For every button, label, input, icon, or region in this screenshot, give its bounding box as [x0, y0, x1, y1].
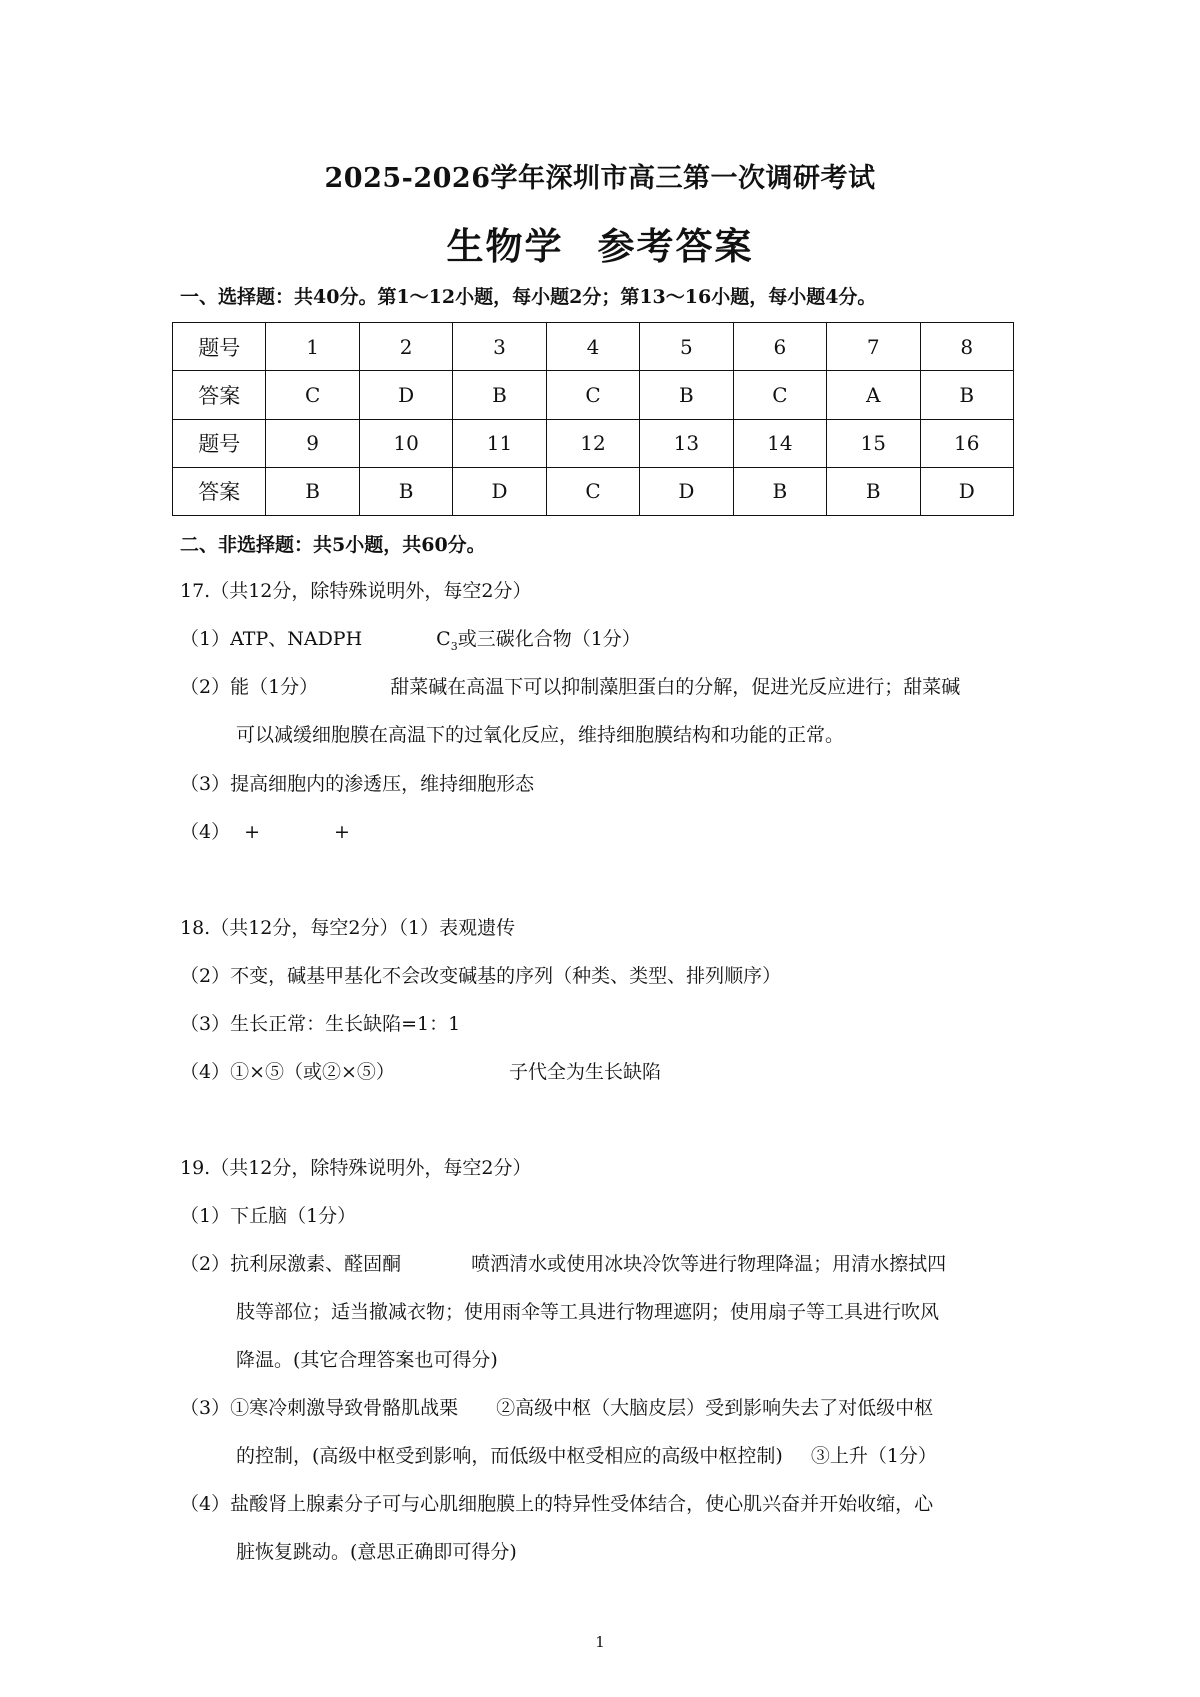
question-number: 4: [546, 323, 639, 371]
q17-part2-answer-b: 甜菜碱在高温下可以抑制藻胆蛋白的分解，促进光反应进行；甜菜碱: [390, 676, 961, 698]
answer-cell: B: [359, 467, 452, 515]
answer-cell: B: [266, 467, 359, 515]
q19-part3-answer-a: （3）①寒冷刺激导致骨骼肌战栗: [180, 1397, 459, 1419]
question-number: 16: [920, 419, 1014, 467]
q19-part2-continued-1: 肢等部位；适当撤减衣物；使用雨伞等工具进行物理遮阴；使用扇子等工具进行吹风: [236, 1301, 940, 1323]
answer-cell: B: [733, 467, 826, 515]
table-row: [173, 371, 1014, 419]
question-number: 7: [827, 323, 920, 371]
q19-part2-answer-a: （2）抗利尿激素、醛固酮: [180, 1253, 402, 1275]
section-2-heading: 二、非选择题：共5小题，共60分。: [180, 534, 486, 556]
table-row: [173, 419, 1014, 467]
q17-part4-answer-a: +: [244, 821, 261, 843]
answer-cell: B: [920, 371, 1014, 419]
question-number: 2: [359, 323, 452, 371]
q17-part1-answer-a: （1）ATP、NADPH: [180, 628, 363, 650]
subject-label: 生物学: [446, 224, 564, 268]
q17-part1-answer-b: [436, 628, 641, 653]
q17-c3-text: 或三碳化合物（1分）: [457, 628, 641, 650]
table-label-answer: 答案: [173, 371, 266, 419]
q17-c3-letter: C: [436, 628, 451, 650]
q17-part2-answer-a: （2）能（1分）: [180, 676, 319, 698]
document-title: 2025-2026学年深圳市高三第一次调研考试: [324, 163, 876, 194]
question-number: 10: [359, 419, 452, 467]
q19-heading: 19.（共12分，除特殊说明外，每空2分）: [180, 1157, 532, 1179]
question-number: 14: [733, 419, 826, 467]
q17-part4: [180, 817, 350, 844]
answer-cell: B: [453, 371, 546, 419]
page-number: 1: [595, 1633, 605, 1651]
q17-c3-subscript: 3: [450, 639, 458, 653]
table-row: [173, 323, 1014, 371]
answer-cell: B: [640, 371, 733, 419]
table-row: [173, 467, 1014, 515]
q18-part2: （2）不变，碱基甲基化不会改变碱基的序列（种类、类型、排列顺序）: [180, 965, 782, 987]
q19-part3-answer-c: ③上升（1分）: [810, 1445, 937, 1467]
q18-part3: （3）生长正常：生长缺陷=1：1: [180, 1013, 461, 1035]
q19-part3: [180, 1393, 933, 1420]
q18-part4-answer-a: （4）①×⑤（或②×⑤）: [180, 1061, 395, 1083]
q19-part1: （1）下丘脑（1分）: [180, 1205, 357, 1227]
q19-part2-continued-2: 降温。(其它合理答案也可得分): [236, 1349, 498, 1371]
question-number: 12: [546, 419, 639, 467]
question-number: 13: [640, 419, 733, 467]
q19-part3-continued: [236, 1441, 937, 1468]
q17-part4-label: （4）: [180, 821, 231, 843]
answer-cell: A: [827, 371, 920, 419]
q19-part2-answer-b: 喷洒清水或使用冰块冷饮等进行物理降温；用清水擦拭四: [471, 1253, 947, 1275]
q17-part4-answer-b: +: [334, 821, 350, 843]
q19-part2: [180, 1249, 946, 1276]
q18-part4-answer-b: 子代全为生长缺陷: [508, 1061, 661, 1083]
question-number: 6: [733, 323, 826, 371]
section-1-heading: 一、选择题：共40分。第1～12小题，每小题2分；第13～16小题，每小题4分。: [180, 286, 877, 308]
table-label-number: 题号: [173, 419, 266, 467]
question-number: 8: [920, 323, 1014, 371]
q19-part3-answer-b: ②高级中枢（大脑皮层）受到影响失去了对低级中枢: [496, 1397, 934, 1419]
answer-cell: D: [920, 467, 1014, 515]
q17-part2: [180, 672, 960, 699]
q17-heading: 17.（共12分，除特殊说明外，每空2分）: [180, 580, 532, 602]
question-number: 3: [453, 323, 546, 371]
q17-part2-continued: 可以减缓细胞膜在高温下的过氧化反应，维持细胞膜结构和功能的正常。: [236, 724, 845, 746]
question-number: 5: [640, 323, 733, 371]
document-subtitle: [0, 216, 1200, 270]
answer-cell: D: [359, 371, 452, 419]
question-number: 11: [453, 419, 546, 467]
answer-cell: C: [733, 371, 826, 419]
answer-cell: B: [827, 467, 920, 515]
answer-table: [172, 322, 1014, 516]
question-number: 15: [827, 419, 920, 467]
q17-part1: [180, 624, 641, 653]
answer-cell: D: [640, 467, 733, 515]
question-number: 9: [266, 419, 359, 467]
answer-cell: C: [266, 371, 359, 419]
table-label-number: 题号: [173, 323, 266, 371]
answer-cell: D: [453, 467, 546, 515]
answer-cell: C: [546, 467, 639, 515]
q17-part3: （3）提高细胞内的渗透压，维持细胞形态: [180, 773, 535, 795]
table-label-answer: 答案: [173, 467, 266, 515]
q18-part4: [180, 1057, 661, 1084]
q19-part4-continued: 脏恢复跳动。(意思正确即可得分): [236, 1541, 517, 1563]
question-number: 1: [266, 323, 359, 371]
q19-part3-answer-b-continued: 的控制，(高级中枢受到影响，而低级中枢受相应的高级中枢控制): [236, 1445, 783, 1467]
q19-part4: （4）盐酸肾上腺素分子可与心肌细胞膜上的特异性受体结合，使心肌兴奋并开始收缩，心: [180, 1493, 934, 1515]
q18-heading: 18.（共12分，每空2分）（1）表观遗传: [180, 917, 516, 939]
answer-key-label: 参考答案: [597, 224, 754, 268]
answer-cell: C: [546, 371, 639, 419]
